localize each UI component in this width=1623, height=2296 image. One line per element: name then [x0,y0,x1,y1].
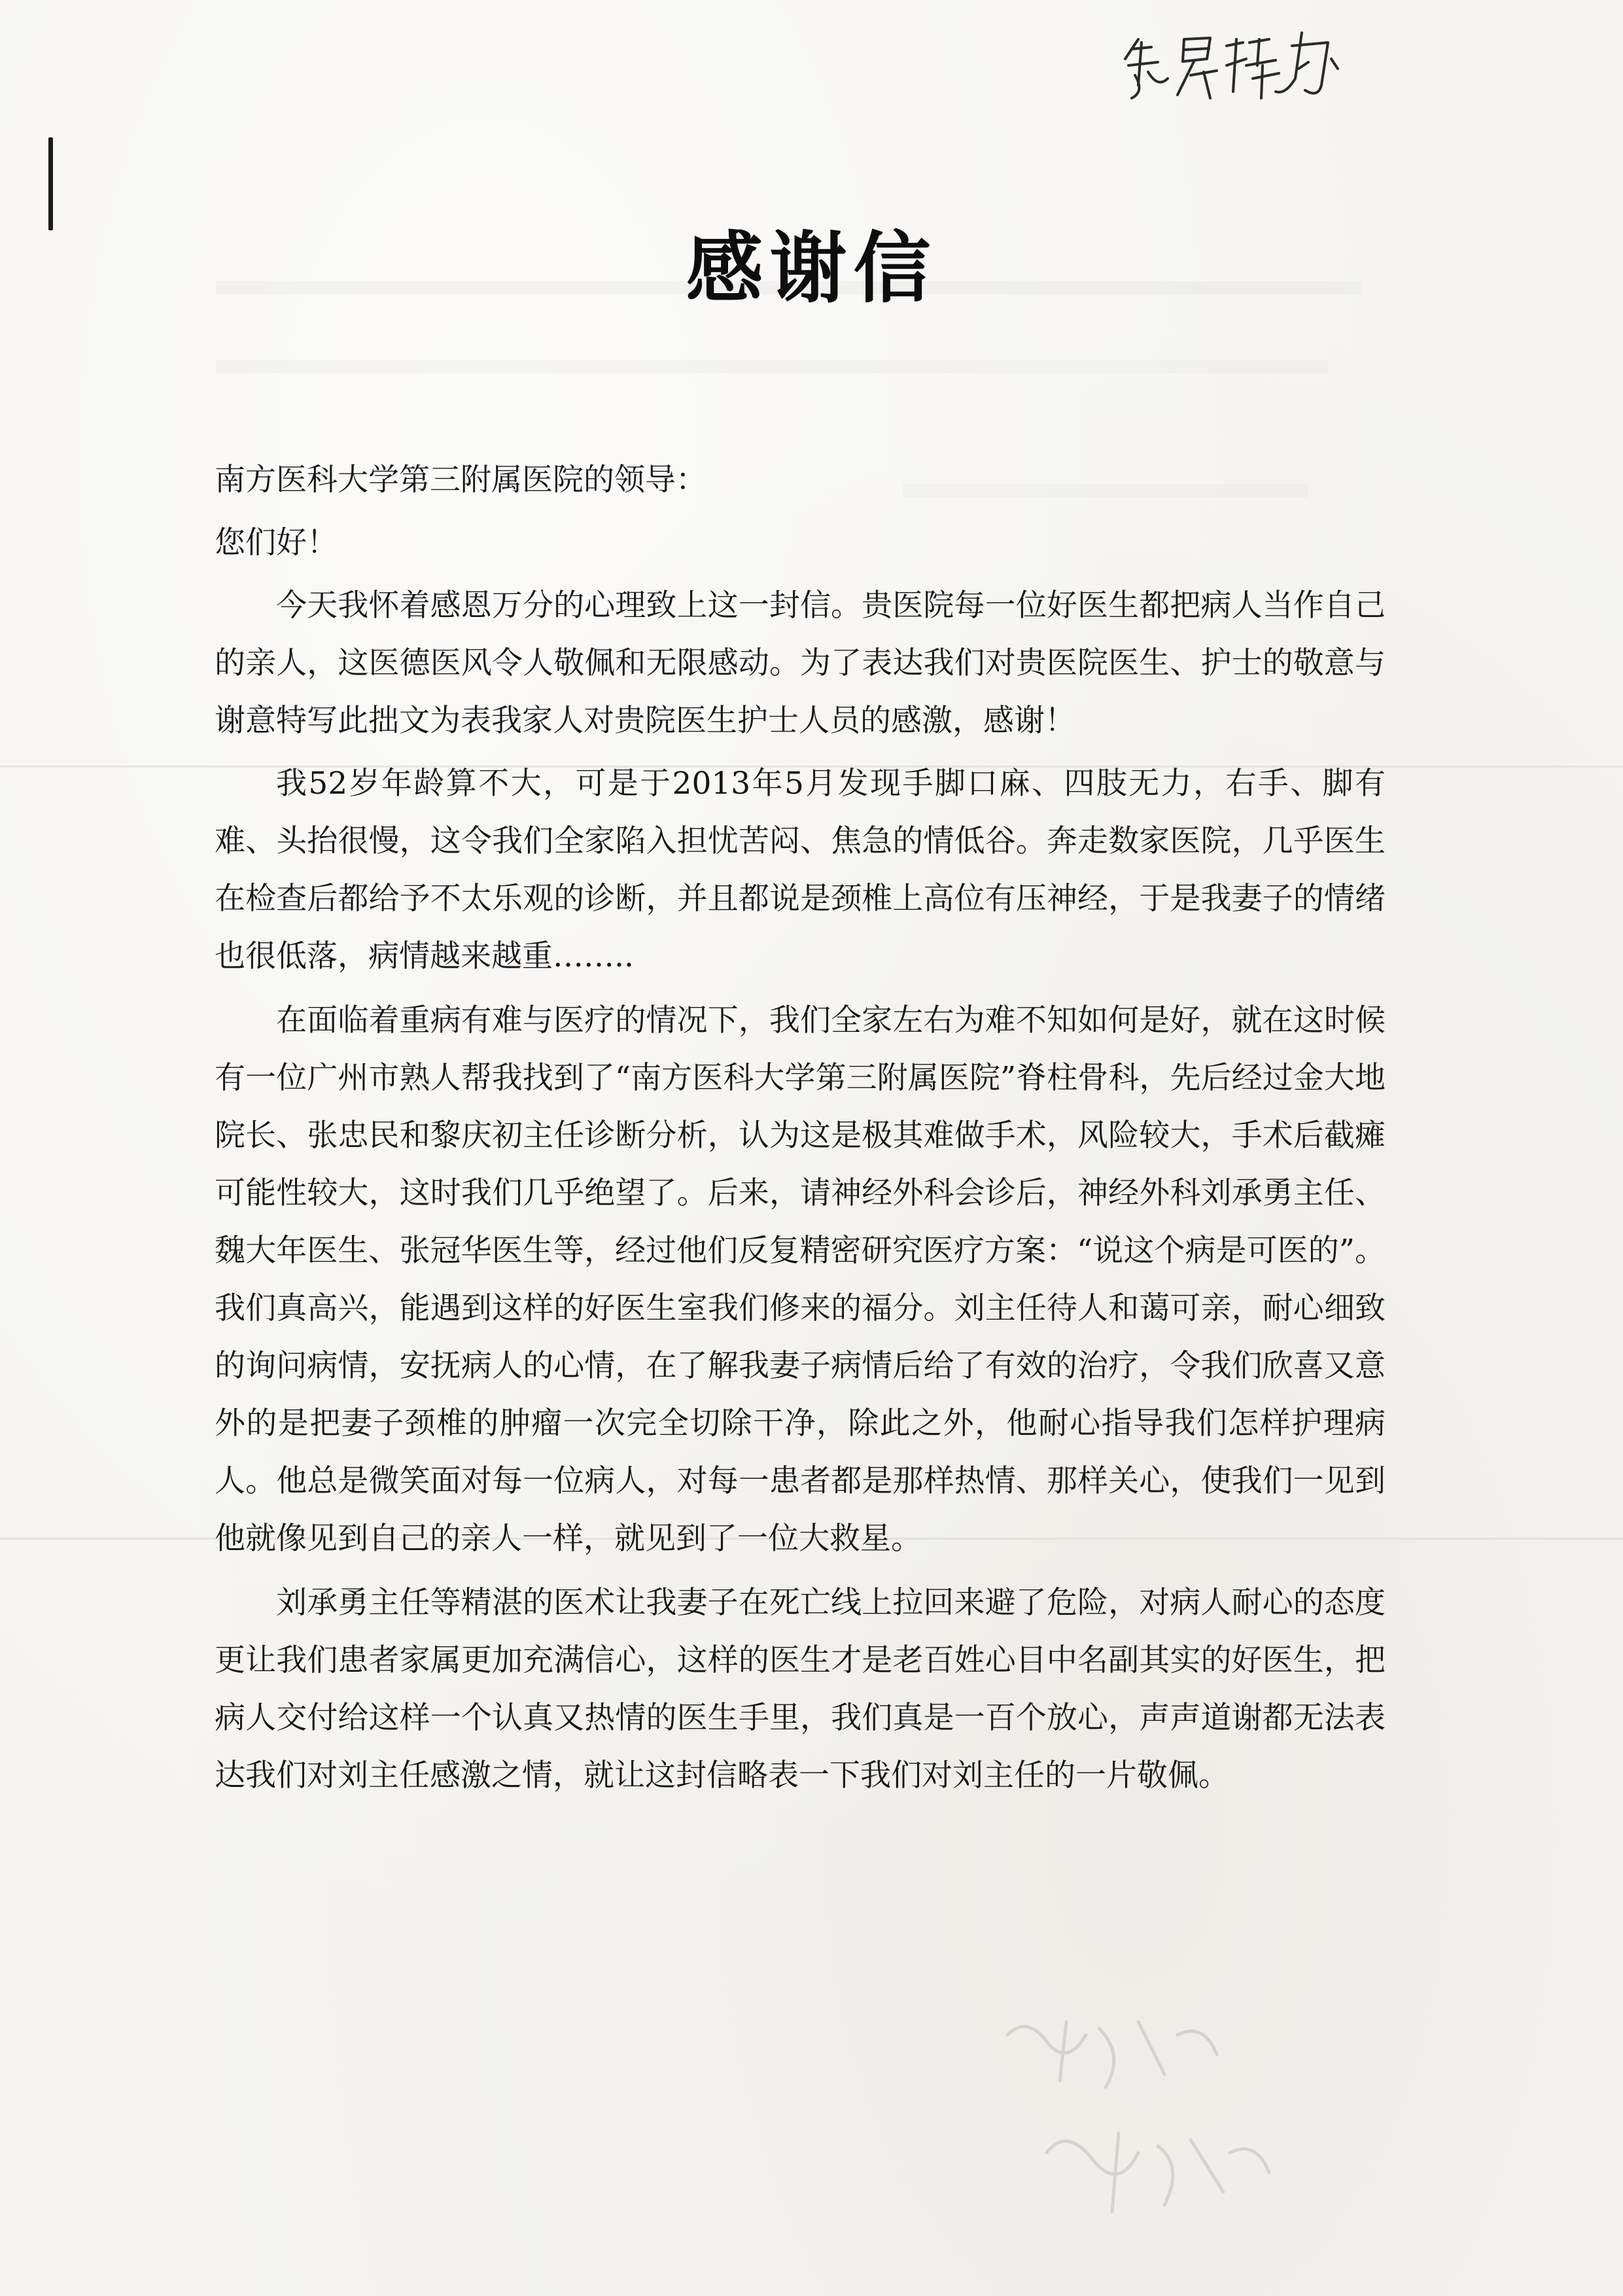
paragraph: 刘承勇主任等精湛的医术让我妻子在死亡线上拉回来避了危险，对病人耐心的态度更让我们患者家属更加充满信心，这样的医生才是老百姓心目中名副其实的好医生，把病人交付给这样一个认真又热情的医生手里，我们真是一百个放心，声声道谢都无法表达我们对刘主任感激之情，就让这封信略表一下我们对刘主任的一片敬佩。 [215,1585,1386,1793]
paragraph: 今天我怀着感恩万分的心理致上这一封信。贵医院每一位好医生都把病人当作自己的亲人，这医德医风令人敬佩和无限感动。为了表达我们对贵医院医生、护士的敬意与谢意特写此拙文为表我家人对贵院医生护士人员的感激，感谢！ [215,588,1386,739]
handwritten-note-signature [1112,13,1361,111]
salutation: 南方医科大学第三附属医院的领导： [215,462,707,498]
paragraph: 我52岁年龄算不大，可是于2013年5月发现手脚口麻、四肢无力，右手、脚有难、头抬很慢，这令我们全家陷入担忧苦闷、焦急的情低谷。奔走数家医院，几乎医生在检查后都给予不太乐观的诊断，并且都说是颈椎上高位有压神经，于是我妻子的情绪也很低落，病情越来越重…….. [215,766,1386,974]
letter-title: 感谢信 [686,222,937,313]
paragraph: 在面临着重病有难与医疗的情况下，我们全家左右为难不知如何是好，就在这时候有一位广州市熟人帮我找到了“南方医科大学第三附属医院”脊柱骨科，先后经过金大地院长、张忠民和黎庆初主任诊断分析，认为这是极其难做手术，风险较大，手术后截瘫可能性较大，这时我们几乎绝望了。后来，请神经外科会诊后，神经外科刘承勇主任、魏大年医生、张冠华医生等，经过他们反复精密研究医疗方案：“说这个病是可医的”。我们真高兴，能遇到这样的好医生室我们修来的福分。刘主任待人和蔼可亲，耐心细致的询问病情，安抚病人的心情，在了解我妻子病情后给了有效的治疗，令我们欣喜又意外的是把妻子颈椎的肿瘤一次完全切除干净，除此之外，他耐心指导我们怎样护理病人。他总是微笑面对每一位病人，对每一患者都是那样热情、那样关心，使我们一见到他就像见到自己的亲人一样，就见到了一位大救星。 [215,1002,1386,1557]
show-through-signature [968,1996,1308,2244]
greeting: 您们好！ [215,525,338,561]
show-through-text [216,360,1328,373]
letter-body [215,451,1386,1810]
